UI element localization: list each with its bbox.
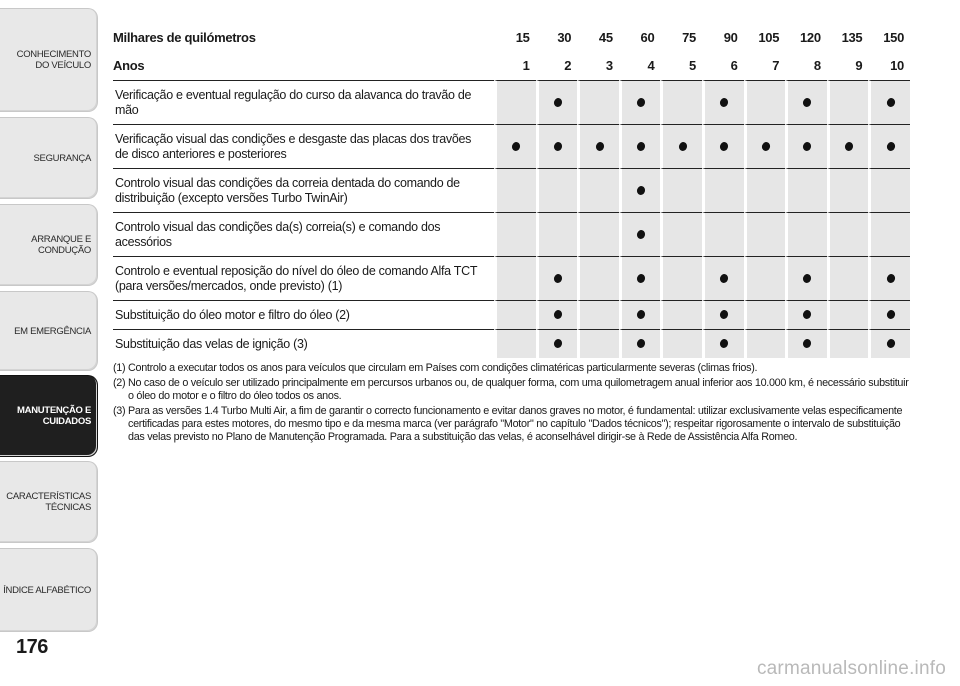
year-value: 1 — [494, 52, 536, 80]
km-value: 75 — [660, 24, 702, 52]
footnote-marker: (3) — [113, 405, 126, 417]
year-value: 10 — [868, 52, 910, 80]
interval-cell — [702, 212, 744, 256]
bullet-icon — [636, 272, 646, 283]
nav-tab-label: SEGURANÇA — [33, 152, 91, 164]
footnote-marker: (1) — [113, 362, 126, 374]
operation-description: Controlo visual das condições da correia dentada do comando de distribuição (excepto versões Turbo TwinAir) — [113, 168, 494, 212]
year-value: 8 — [785, 52, 827, 80]
operation-description: Verificação visual das condições e desgaste das placas dos travões de disco anteriores e posteriores — [113, 124, 494, 168]
interval-cell — [577, 80, 619, 124]
interval-cell — [536, 212, 578, 256]
interval-cell — [702, 124, 744, 168]
footnote-text: No caso de o veículo ser utilizado principalmente em percursos urbanos ou, de qualquer forma, com uma quilometragem anual inferior aos 10.000 km, é necessário substituir o óleo do motor e o filtro do óleo todos os anos. — [128, 377, 909, 402]
interval-cell — [494, 212, 536, 256]
interval-cell — [619, 168, 661, 212]
bullet-icon — [636, 309, 646, 320]
nav-tab-label: ÍNDICE ALFABÉTICO — [3, 584, 91, 596]
interval-cell — [536, 124, 578, 168]
interval-cell — [827, 124, 869, 168]
interval-cell — [744, 329, 786, 358]
operation-description: Substituição das velas de ignição (3) — [113, 329, 494, 358]
bullet-icon — [885, 140, 895, 151]
bullet-icon — [719, 140, 729, 151]
bullet-icon — [802, 96, 812, 107]
nav-tab[interactable] — [0, 548, 98, 632]
km-value: 30 — [536, 24, 578, 52]
interval-cell — [619, 256, 661, 300]
bullet-icon — [636, 96, 646, 107]
interval-cell — [744, 80, 786, 124]
interval-cell — [785, 256, 827, 300]
interval-cell — [744, 168, 786, 212]
operation-description: Verificação e eventual regulação do curso da alavanca do travão de mão — [113, 80, 494, 124]
schedule-row — [113, 300, 910, 329]
bullet-icon — [885, 309, 895, 320]
nav-tab[interactable] — [0, 204, 98, 286]
bullet-icon — [885, 272, 895, 283]
page-number: 176 — [16, 636, 48, 658]
interval-cell — [785, 124, 827, 168]
schedule-row — [113, 212, 910, 256]
interval-cell — [744, 300, 786, 329]
interval-cell — [868, 124, 910, 168]
operation-description: Controlo visual das condições da(s) correia(s) e comando dos acessórios — [113, 212, 494, 256]
interval-cell — [702, 168, 744, 212]
bullet-icon — [553, 140, 563, 151]
year-value: 3 — [577, 52, 619, 80]
km-value: 135 — [827, 24, 869, 52]
main-content — [113, 24, 910, 446]
interval-cell — [577, 124, 619, 168]
interval-cell — [577, 300, 619, 329]
km-value: 90 — [702, 24, 744, 52]
km-value: 60 — [619, 24, 661, 52]
interval-cell — [494, 256, 536, 300]
interval-cell — [660, 168, 702, 212]
bullet-icon — [761, 140, 771, 151]
nav-tab[interactable] — [0, 375, 98, 457]
bullet-icon — [719, 96, 729, 107]
interval-cell — [702, 300, 744, 329]
interval-cell — [660, 329, 702, 358]
interval-cell — [660, 124, 702, 168]
bullet-icon — [719, 338, 729, 349]
interval-cell — [660, 300, 702, 329]
interval-cell — [536, 329, 578, 358]
interval-cell — [577, 256, 619, 300]
interval-cell — [785, 168, 827, 212]
nav-tab[interactable] — [0, 291, 98, 371]
bullet-icon — [885, 96, 895, 107]
year-value: 4 — [619, 52, 661, 80]
interval-cell — [785, 80, 827, 124]
years-header-row — [113, 52, 910, 80]
schedule-rows — [113, 80, 910, 358]
bullet-icon — [802, 338, 812, 349]
footnote — [113, 377, 910, 403]
interval-cell — [868, 168, 910, 212]
interval-cell — [744, 212, 786, 256]
bullet-icon — [553, 309, 563, 320]
interval-cell — [702, 329, 744, 358]
interval-cell — [660, 256, 702, 300]
interval-cell — [868, 256, 910, 300]
interval-cell — [827, 256, 869, 300]
footnote — [113, 405, 910, 444]
interval-cell — [744, 124, 786, 168]
footnotes — [113, 362, 910, 444]
interval-cell — [619, 212, 661, 256]
bullet-icon — [553, 96, 563, 107]
km-value: 120 — [785, 24, 827, 52]
interval-cell — [868, 80, 910, 124]
bullet-icon — [636, 228, 646, 239]
bullet-icon — [885, 338, 895, 349]
footnote — [113, 362, 910, 375]
operation-description: Substituição do óleo motor e filtro do óleo (2) — [113, 300, 494, 329]
bullet-icon — [844, 140, 854, 151]
bullet-icon — [636, 140, 646, 151]
interval-cell — [785, 212, 827, 256]
interval-cell — [827, 212, 869, 256]
interval-cell — [868, 300, 910, 329]
schedule-row — [113, 256, 910, 300]
nav-tab[interactable] — [0, 117, 98, 199]
nav-tab-label: CARACTERÍSTICAS TÉCNICAS — [6, 491, 91, 513]
interval-cell — [827, 80, 869, 124]
interval-cell — [619, 124, 661, 168]
footnote-marker: (2) — [113, 377, 126, 389]
year-value: 6 — [702, 52, 744, 80]
interval-cell — [494, 80, 536, 124]
nav-tab-label: ARRANQUE E CONDUÇÃO — [31, 234, 91, 256]
footnote-text: Controlo a executar todos os anos para veículos que circulam em Países com condições climatéricas particularmente severas (climas frios). — [128, 362, 758, 374]
interval-cell — [494, 300, 536, 329]
km-value: 45 — [577, 24, 619, 52]
interval-cell — [744, 256, 786, 300]
bullet-icon — [636, 338, 646, 349]
interval-cell — [619, 329, 661, 358]
km-value: 150 — [868, 24, 910, 52]
interval-cell — [827, 300, 869, 329]
bullet-icon — [802, 272, 812, 283]
bullet-icon — [719, 309, 729, 320]
footnote-text: Para as versões 1.4 Turbo Multi Air, a fim de garantir o correcto funcionamento e evitar danos graves no motor, é fundamental: utilizar exclusivamente velas especificamente certificadas para estes motores, do mesmo tipo e da mesma marca (ver parágrafo "Motor" no capítulo "Dados técnicos"); respeitar rigorosamente o intervalo de substituição das velas previsto no Plano de Manutenção Programada. Para a substituição das velas, é aconselhável dirigir-se à Rede de Assistência Alfa Romeo. — [128, 405, 903, 443]
bullet-icon — [677, 140, 687, 151]
km-value: 105 — [744, 24, 786, 52]
interval-cell — [785, 329, 827, 358]
year-value: 5 — [660, 52, 702, 80]
interval-cell — [660, 212, 702, 256]
interval-cell — [827, 168, 869, 212]
bullet-icon — [802, 140, 812, 151]
schedule-row — [113, 80, 910, 124]
interval-cell — [536, 80, 578, 124]
interval-cell — [619, 80, 661, 124]
schedule-row — [113, 329, 910, 358]
interval-cell — [577, 212, 619, 256]
interval-cell — [536, 300, 578, 329]
interval-cell — [577, 168, 619, 212]
watermark-text: carmanualsonline.info — [756, 658, 946, 679]
interval-cell — [577, 329, 619, 358]
interval-cell — [868, 329, 910, 358]
schedule-row — [113, 124, 910, 168]
year-value: 9 — [827, 52, 869, 80]
interval-cell — [494, 168, 536, 212]
interval-cell — [660, 80, 702, 124]
interval-cell — [868, 212, 910, 256]
interval-cell — [536, 168, 578, 212]
bullet-icon — [802, 309, 812, 320]
bullet-icon — [511, 140, 521, 151]
maintenance-schedule-table — [113, 24, 910, 358]
interval-cell — [827, 329, 869, 358]
interval-cell — [785, 300, 827, 329]
years-header-label: Anos — [113, 52, 494, 80]
km-value: 15 — [494, 24, 536, 52]
bullet-icon — [636, 184, 646, 195]
nav-tab[interactable] — [0, 8, 98, 112]
km-header-row — [113, 24, 910, 52]
bullet-icon — [553, 338, 563, 349]
interval-cell — [702, 80, 744, 124]
year-value: 2 — [536, 52, 578, 80]
interval-cell — [494, 124, 536, 168]
nav-tab-label: MANUTENÇÃO E CUIDADOS — [17, 405, 91, 427]
sidebar-nav — [0, 0, 100, 640]
km-header-label: Milhares de quilómetros — [113, 24, 494, 52]
interval-cell — [536, 256, 578, 300]
nav-tab[interactable] — [0, 461, 98, 543]
operation-description: Controlo e eventual reposição do nível do óleo de comando Alfa TCT (para versões/mercados, onde previsto) (1) — [113, 256, 494, 300]
bullet-icon — [719, 272, 729, 283]
interval-cell — [494, 329, 536, 358]
year-value: 7 — [744, 52, 786, 80]
schedule-row — [113, 168, 910, 212]
interval-cell — [619, 300, 661, 329]
nav-tab-label: EM EMERGÊNCIA — [14, 325, 91, 337]
bullet-icon — [553, 272, 563, 283]
interval-cell — [702, 256, 744, 300]
nav-tab-label: CONHECIMENTO DO VEÍCULO — [16, 49, 91, 71]
bullet-icon — [594, 140, 604, 151]
